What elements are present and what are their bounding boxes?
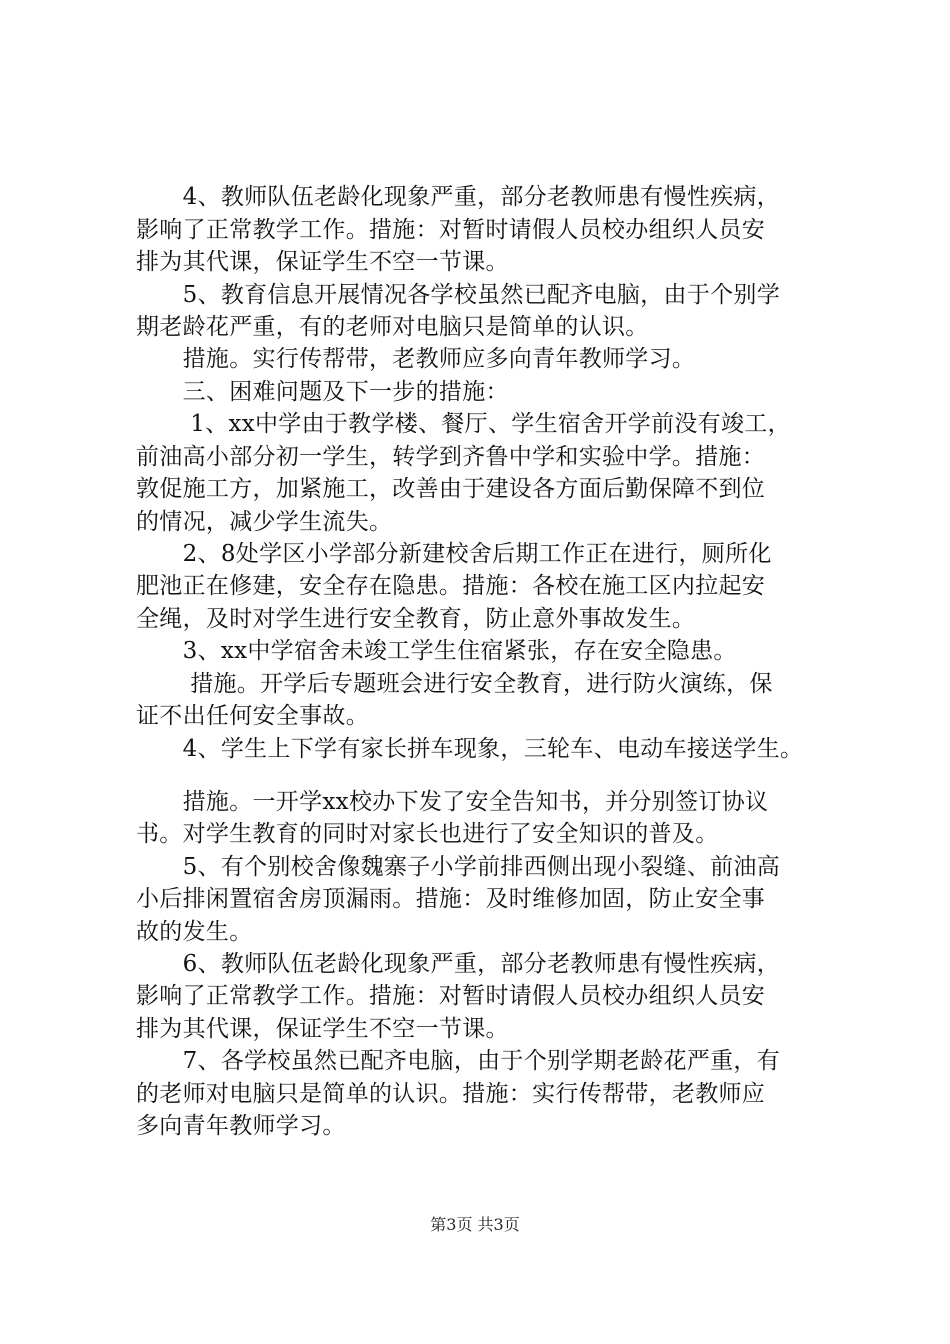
body-line: 5、教育信息开展情况各学校虽然已配齐电脑，由于个别学 — [136, 282, 781, 308]
body-line: 敦促施工方，加紧施工，改善由于建设各方面后勤保障不到位 — [136, 476, 766, 502]
body-line: 全绳，及时对学生进行安全教育，防止意外事故发生。 — [136, 606, 696, 632]
body-line: 书。对学生教育的同时对家长也进行了安全知识的普及。 — [136, 821, 719, 847]
body-line: 5、有个别校舍像魏寨子小学前排西侧出现小裂缝、前油高 — [136, 854, 781, 880]
body-line: 期老龄花严重，有的老师对电脑只是简单的认识。 — [136, 314, 649, 340]
page-number: 第3页 共3页 — [430, 1215, 520, 1234]
body-line: 故的发生。 — [136, 919, 253, 945]
body-line: 证不出任何安全事故。 — [136, 703, 369, 729]
body-line: 措施。一开学xx校办下发了安全告知书，并分别签订协议 — [136, 789, 769, 815]
body-line: 7、各学校虽然已配齐电脑，由于个别学期老龄花严重，有 — [136, 1048, 781, 1074]
body-line: 排为其代课，保证学生不空一节课。 — [136, 249, 509, 275]
body-line: 肥池正在修建，安全存在隐患。措施：各校在施工区内拉起安 — [136, 573, 766, 599]
body-line: 影响了正常教学工作。措施：对暂时请假人员校办组织人员安 — [136, 217, 766, 243]
body-line: 的老师对电脑只是简单的认识。措施：实行传帮带，老教师应 — [136, 1081, 766, 1107]
body-line: 4、学生上下学有家长拼车现象，三轮车、电动车接送学生。 — [136, 736, 804, 762]
body-line: 三、困难问题及下一步的措施： — [136, 379, 509, 405]
body-line: 2、8处学区小学部分新建校舍后期工作正在进行，厕所化 — [136, 541, 772, 567]
body-line: 措施。实行传帮带，老教师应多向青年教师学习。 — [136, 346, 696, 372]
body-line: 6、教师队伍老龄化现象严重，部分老教师患有慢性疾病， — [136, 951, 781, 977]
body-line: 排为其代课，保证学生不空一节课。 — [136, 1016, 509, 1042]
body-line: 4、教师队伍老龄化现象严重，部分老教师患有慢性疾病， — [136, 184, 781, 210]
body-line: 多向青年教师学习。 — [136, 1113, 346, 1139]
body-line: 1、xx中学由于教学楼、餐厅、学生宿舍开学前没有竣工， — [136, 411, 791, 437]
body-line: 小后排闲置宿舍房顶漏雨。措施：及时维修加固，防止安全事 — [136, 886, 766, 912]
body-line: 的情况，减少学生流失。 — [136, 509, 393, 535]
body-line: 影响了正常教学工作。措施：对暂时请假人员校办组织人员安 — [136, 983, 766, 1009]
body-line: 措施。开学后专题班会进行安全教育，进行防火演练，保 — [136, 671, 773, 697]
body-line: 3、xx中学宿舍未竣工学生住宿紧张，存在安全隐患。 — [136, 638, 737, 664]
body-line: 前油高小部分初一学生，转学到齐鲁中学和实验中学。措施： — [136, 444, 766, 470]
